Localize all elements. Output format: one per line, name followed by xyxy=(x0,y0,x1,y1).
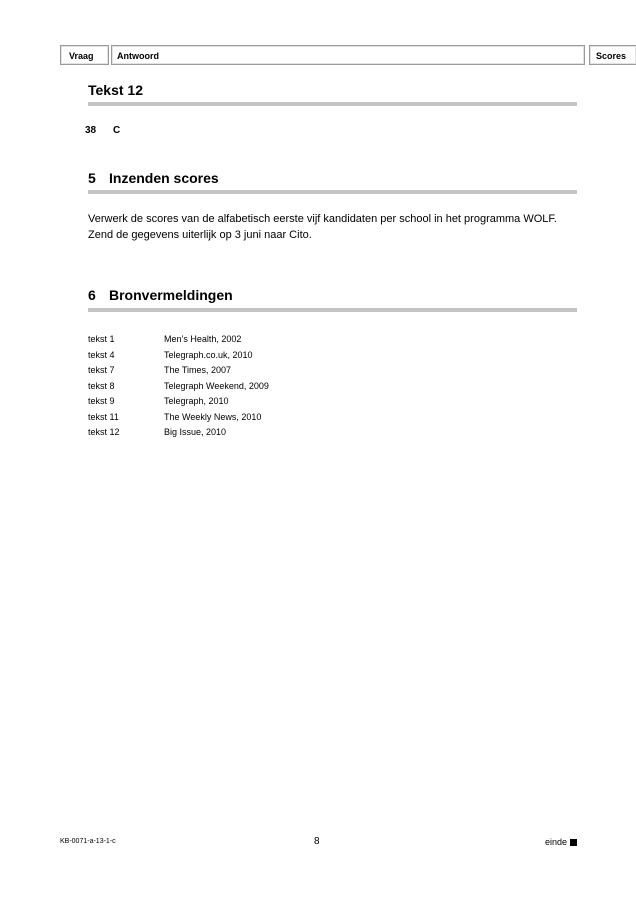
answer-number: 38 xyxy=(85,125,97,136)
section5-title xyxy=(88,170,219,186)
source-label: tekst 11 xyxy=(88,411,119,422)
source-value: Telegraph, 2010 xyxy=(164,396,229,406)
source-row xyxy=(88,363,269,379)
source-row xyxy=(88,410,269,426)
page-number: 8 xyxy=(314,836,320,847)
source-value: Telegraph Weekend, 2009 xyxy=(164,380,269,391)
footer-end xyxy=(545,837,577,847)
source-label: tekst 7 xyxy=(88,365,115,375)
section6-title xyxy=(88,287,233,303)
source-label: tekst 12 xyxy=(88,427,120,437)
end-square-icon xyxy=(570,839,577,846)
section5-instructions xyxy=(88,211,558,243)
source-label: tekst 4 xyxy=(88,349,115,360)
section6-rule xyxy=(88,308,577,312)
section5-number: 5 xyxy=(88,170,96,186)
end-label: einde xyxy=(544,837,567,847)
source-row xyxy=(88,394,269,410)
section6-title-text: Bronvermeldingen xyxy=(109,287,233,303)
source-label: tekst 9 xyxy=(88,396,115,406)
header-scores: Scores xyxy=(589,45,636,65)
source-label: tekst 8 xyxy=(88,380,115,391)
text12-rule xyxy=(88,102,577,106)
source-label: tekst 1 xyxy=(88,334,115,344)
footer-code: KB-0071-a-13-1-c xyxy=(60,838,116,845)
table-header xyxy=(60,45,627,67)
answer-row xyxy=(85,125,120,136)
section5-rule xyxy=(88,190,577,194)
source-value: The Weekly News, 2010 xyxy=(164,411,262,422)
header-antwoord: Antwoord xyxy=(111,45,585,65)
section6-number: 6 xyxy=(88,287,96,303)
header-vraag: Vraag xyxy=(60,45,109,65)
answer-value: C xyxy=(113,125,121,136)
sources-list xyxy=(88,332,269,441)
source-value: The Times, 2007 xyxy=(164,365,232,375)
source-row xyxy=(88,379,269,395)
source-row xyxy=(88,425,269,441)
text12-title: Tekst 12 xyxy=(88,82,143,98)
instruction-line-1: Verwerk de scores van de alfabetisch eerste vijf kandidaten per school in het programma WOLF. xyxy=(88,213,557,225)
source-row xyxy=(88,348,269,364)
source-value: Telegraph.co.uk, 2010 xyxy=(164,349,253,360)
section5-title-text: Inzenden scores xyxy=(109,170,219,186)
instruction-line-2: Zend de gegevens uiterlijk op 3 juni naar Cito. xyxy=(88,229,312,241)
source-row xyxy=(88,332,269,348)
source-value: Big Issue, 2010 xyxy=(164,427,227,437)
source-value: Men’s Health, 2002 xyxy=(164,334,242,344)
